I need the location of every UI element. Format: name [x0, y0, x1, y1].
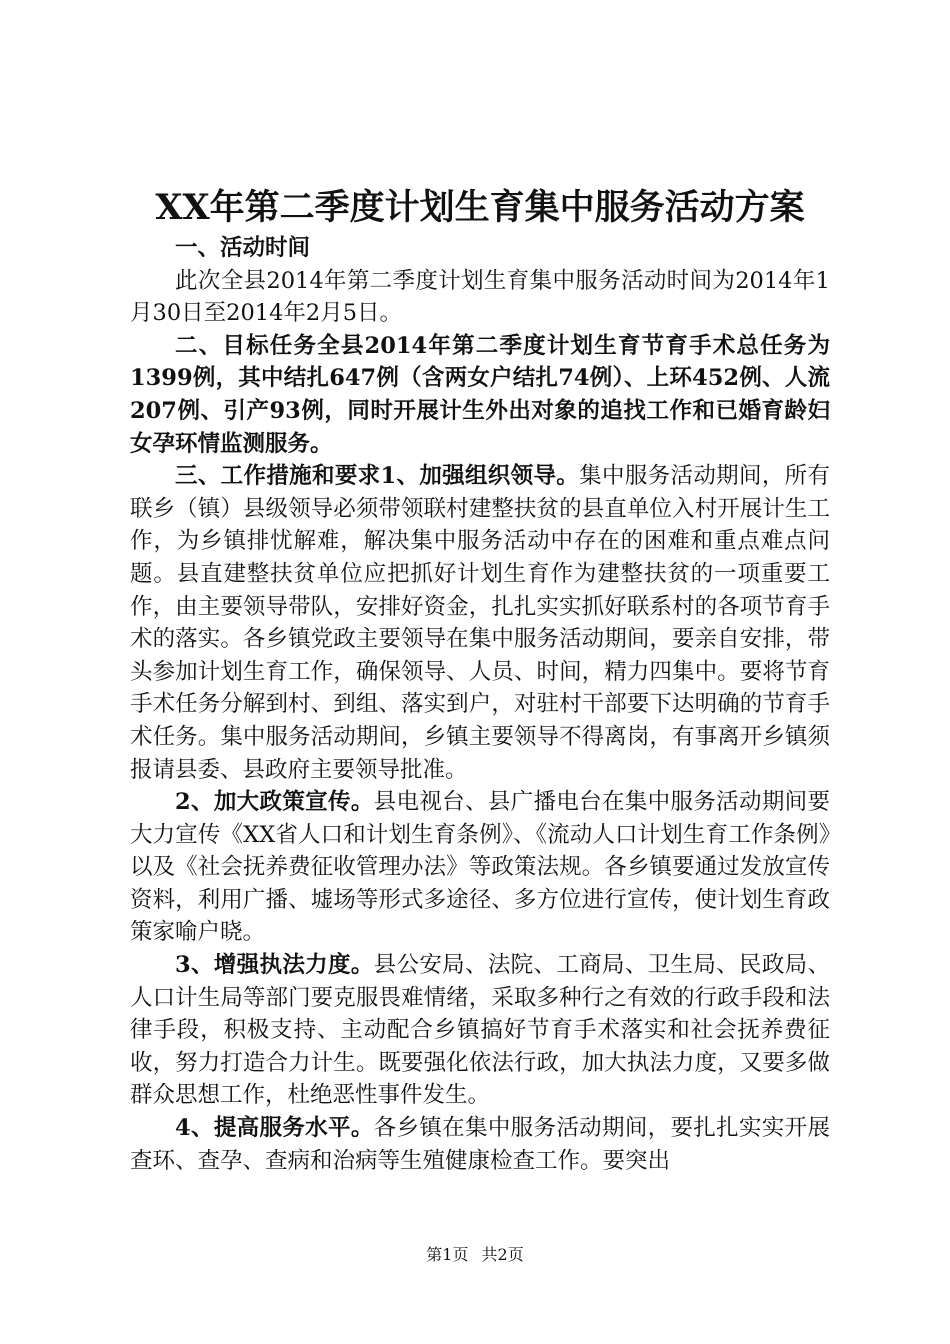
item-3-lead: 3、增强执法力度。 — [175, 952, 374, 979]
item-2-lead: 2、加大政策宣传。 — [175, 789, 374, 816]
section-3-text: 集中服务活动期间，所有联乡（镇）县级领导必须带领联村建整扶贫的县直单位入村开展计生工作，为乡镇排忧解难，解决集中服务活动中存在的困难和重点难点问题。县直建整扶贫单位应把抓好计划生育作为建整扶贫的一项重要工作，由主要领导带队，安排好资金，扎扎实实抓好联系村的各项节育手术的落实。各乡镇党政主要领导在集中服务活动期间，要亲自安排，带头参加计划生育工作，确保领导、人员、时间，精力四集中。要将节育手术任务分解到村、到组、落实到户，对驻村干部要下达明确的节育手术任务。集中服务活动期间，乡镇主要领导不得离岗，有事离开乡镇须报请县委、县政府主要领导批准。 — [130, 463, 830, 783]
document-title: XX年第二季度计划生育集中服务活动方案 — [155, 187, 805, 228]
item-2-paragraph — [130, 786, 830, 949]
item-3-paragraph — [130, 949, 830, 1112]
section-3-paragraph — [130, 460, 830, 786]
section-1-paragraph: 此次全县2014年第二季度计划生育集中服务活动时间为2014年1月30日至2014年2月5日。 — [130, 267, 830, 327]
section-2-paragraph: 二、目标任务全县2014年第二季度计划生育节育手术总任务为1399例，其中结扎647例（含两女户结扎74例）、上环452例、人流207例、引产93例，同时开展计生外出对象的追找工作和已婚育龄妇女孕环情监测服务。 — [130, 332, 830, 457]
item-3-text: 县公安局、法院、工商局、卫生局、民政局、人口计生局等部门要克服畏难情绪，采取多种行之有效的行政手段和法律手段，积极支持、主动配合乡镇搞好节育手术落实和社会抚养费征收，努力打造合力计生。既要强化依法行政，加大执法力度，又要多做群众思想工作，杜绝恶性事件发生。 — [130, 952, 830, 1109]
page-number: 第1页 — [426, 1245, 469, 1264]
item-4-paragraph — [130, 1112, 830, 1177]
document-body — [130, 232, 830, 1177]
item-4-lead: 4、提高服务水平。 — [175, 1115, 374, 1142]
section-1-heading: 一、活动时间 — [175, 235, 311, 261]
item-4-text: 各乡镇在集中服务活动期间，要扎扎实实开展查环、查孕、查病和治病等生殖健康检查工作。要突出 — [130, 1115, 830, 1174]
item-2-text: 县电视台、县广播电台在集中服务活动期间要大力宣传《XX省人口和计划生育条例》、《流动人口计划生育工作条例》以及《社会抚养费征收管理办法》等政策法规。各乡镇要通过发放宣传资料，利用广播、墟场等形式多途径、多方位进行宣传，使计划生育政策家喻户晓。 — [130, 789, 830, 946]
page-total: 共2页 — [481, 1245, 524, 1264]
section-3-lead: 三、工作措施和要求1、加强组织领导。 — [175, 463, 580, 490]
page-footer — [0, 1244, 950, 1266]
